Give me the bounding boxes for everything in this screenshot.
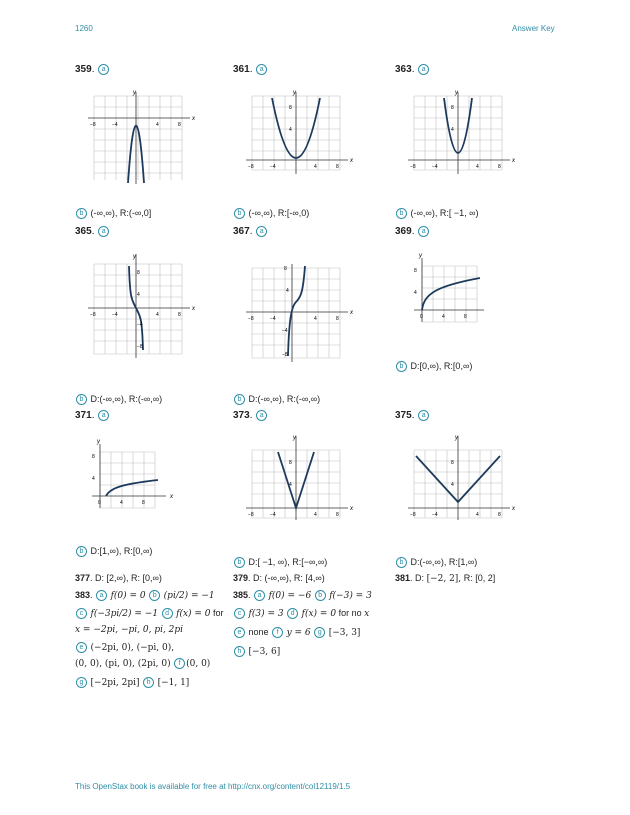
- answer-371b: b D:[1,∞), R:[0,∞): [75, 546, 152, 557]
- answer-383-cd: c f(−3pi/2) = −1 d f(x) = 0 for: [75, 608, 224, 619]
- tick-label: 4: [476, 164, 479, 170]
- answer-365b: b D:(-∞,∞), R:(-∞,∞): [75, 394, 162, 405]
- tick-label: −4: [432, 164, 438, 170]
- problem-369-label: 369. a: [395, 226, 430, 237]
- tick-label: 8: [414, 268, 417, 274]
- tick-label: −8: [248, 164, 254, 170]
- tick-label: −4: [112, 122, 118, 128]
- problem-373-label: 373. a: [233, 410, 268, 421]
- problem-371-label: 371. a: [75, 410, 110, 421]
- tick-label: 8: [336, 512, 339, 518]
- tick-label: 4: [156, 122, 159, 128]
- y-axis-label: y: [133, 254, 136, 260]
- graph-365: [80, 250, 200, 360]
- answer-361b: b (-∞,∞), R:[-∞,0): [233, 208, 309, 219]
- tick-label: 4: [451, 482, 454, 488]
- answer-373b: b D:[ −1, ∞), R:[−∞,∞): [233, 557, 327, 568]
- answer-383-ab: 383. a f(0) = 0 b (pi/2) = −1: [75, 590, 215, 601]
- graph-371: [86, 436, 186, 516]
- tick-label: −4: [282, 328, 288, 334]
- tick-label: 8: [137, 270, 140, 276]
- answer-383-e: e (−2pi, 0), (−pi, 0),: [75, 642, 174, 653]
- answer-367b: b D:(-∞,∞), R:(-∞,∞): [233, 394, 320, 405]
- tick-label: 8: [289, 105, 292, 111]
- problem-365-label: 365. a: [75, 226, 110, 237]
- tick-label: −8: [137, 344, 143, 350]
- x-axis-label: x: [350, 310, 353, 316]
- tick-label: 4: [137, 292, 140, 298]
- tick-label: −8: [410, 512, 416, 518]
- tick-label: 8: [498, 512, 501, 518]
- problem-363-label: 363. a: [395, 64, 430, 75]
- answer-369b: b D:[0,∞), R:[0,∞): [395, 361, 472, 372]
- y-axis-label: y: [455, 90, 458, 96]
- tick-label: 4: [120, 500, 123, 506]
- tick-label: 4: [414, 290, 417, 296]
- tick-label: 4: [156, 312, 159, 318]
- section-title: Answer Key: [512, 24, 555, 33]
- graph-363: [400, 88, 520, 178]
- page-number: 1260: [75, 24, 93, 33]
- y-axis-label: y: [293, 90, 296, 96]
- tick-label: 4: [314, 512, 317, 518]
- tick-label: 8: [284, 266, 287, 272]
- tick-label: −4: [112, 312, 118, 318]
- answer-385-cd: c f(3) = 3 d f(x) = 0 for no x: [233, 608, 369, 619]
- tick-label: −8: [248, 512, 254, 518]
- tick-label: 4: [289, 482, 292, 488]
- tick-label: −4: [137, 322, 143, 328]
- problem-375-label: 375. a: [395, 410, 430, 421]
- tick-label: 8: [178, 312, 181, 318]
- tick-label: 8: [142, 500, 145, 506]
- tick-label: 8: [289, 460, 292, 466]
- tick-label: 4: [92, 476, 95, 482]
- tick-label: 4: [289, 127, 292, 133]
- x-axis-label: x: [350, 506, 353, 512]
- tick-label: 8: [451, 460, 454, 466]
- tick-label: −4: [270, 316, 276, 322]
- answer-363b: b (-∞,∞), R:[ −1, ∞): [395, 208, 479, 219]
- tick-label: 0: [98, 500, 101, 506]
- tick-label: −8: [90, 312, 96, 318]
- tick-label: −4: [432, 512, 438, 518]
- y-axis-label: y: [455, 435, 458, 441]
- y-axis-label: y: [293, 435, 296, 441]
- graph-375: [400, 434, 520, 522]
- tick-label: 4: [476, 512, 479, 518]
- graph-367: [238, 262, 358, 362]
- tick-label: 8: [336, 316, 339, 322]
- x-axis-label: x: [512, 158, 515, 164]
- tick-label: 0: [420, 314, 423, 320]
- answer-379: 379. D: (-∞,∞), R: [4,∞): [233, 573, 325, 583]
- tick-label: 8: [451, 105, 454, 111]
- answer-385-efg: e none f y = 6 g [−3, 3]: [233, 627, 360, 638]
- answer-383-gh: g [−2pi, 2pi] h [−1, 1]: [75, 677, 189, 688]
- tick-label: −4: [270, 512, 276, 518]
- tick-label: −8: [410, 164, 416, 170]
- answer-383-d-cont: x = −2pi, −pi, 0, pi, 2pi: [75, 625, 184, 635]
- tick-label: −8: [90, 122, 96, 128]
- graph-361: [238, 88, 358, 178]
- tick-label: −4: [270, 164, 276, 170]
- answer-375b: b D:(-∞,∞), R:[1,∞): [395, 557, 477, 568]
- y-axis-label: y: [133, 90, 136, 96]
- graph-359: [80, 88, 200, 188]
- y-axis-label: y: [419, 253, 422, 259]
- graph-373: [238, 434, 358, 522]
- x-axis-label: x: [170, 494, 173, 500]
- answer-385-ab: 385. a f(0) = −6 b f(−3) = 3: [233, 590, 372, 601]
- problem-361-label: 361. a: [233, 64, 268, 75]
- tick-label: −8: [248, 316, 254, 322]
- problem-367-label: 367. a: [233, 226, 268, 237]
- tick-label: 8: [498, 164, 501, 170]
- tick-label: 4: [286, 288, 289, 294]
- answer-377: 377. D: [2,∞), R: [0,∞): [75, 573, 162, 583]
- tick-label: 4: [442, 314, 445, 320]
- answer-383-ef: (0, 0), (pi, 0), (2pi, 0) f (0, 0): [75, 659, 211, 669]
- graph-369: [400, 250, 500, 330]
- tick-label: 8: [336, 164, 339, 170]
- tick-label: 4: [451, 127, 454, 133]
- x-axis-label: x: [192, 306, 195, 312]
- y-axis-label: y: [97, 439, 100, 445]
- tick-label: −8: [282, 352, 288, 358]
- footer-text: This OpenStax book is available for free at http://cnx.org/content/col12119/1.5: [75, 782, 351, 791]
- x-axis-label: x: [350, 158, 353, 164]
- tick-label: 8: [92, 454, 95, 460]
- tick-label: 8: [464, 314, 467, 320]
- tick-label: 4: [314, 164, 317, 170]
- answer-385-h: h [−3, 6]: [233, 646, 280, 657]
- answer-359b: b (-∞,∞), R:(-∞,0]: [75, 208, 151, 219]
- answer-381: 381. D: [−2, 2], R: [0, 2]: [395, 573, 496, 584]
- x-axis-label: x: [512, 506, 515, 512]
- tick-label: 8: [178, 122, 181, 128]
- x-axis-label: x: [192, 116, 195, 122]
- tick-label: 4: [314, 316, 317, 322]
- problem-359-label: 359. a: [75, 64, 110, 75]
